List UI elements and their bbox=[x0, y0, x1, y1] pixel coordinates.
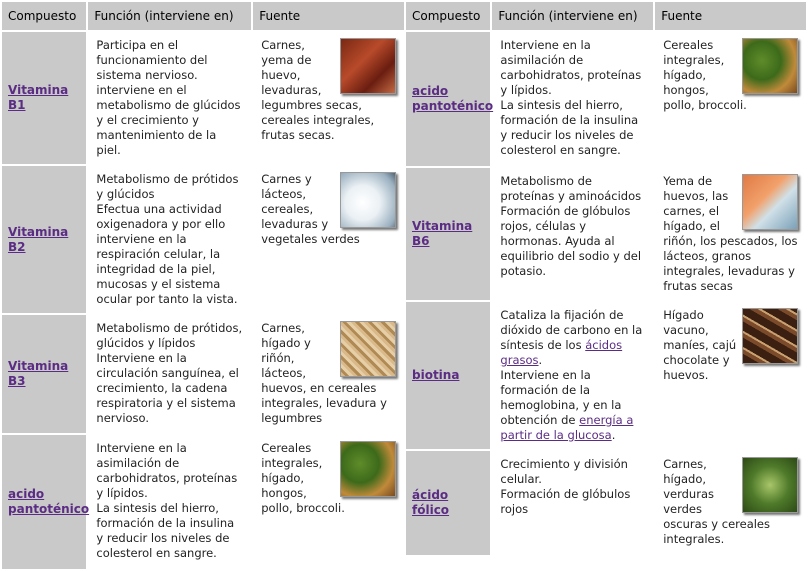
funcion-cell: Interviene en la asimilación de carbohidratos, proteínas y lípidos. La sintesis del hierro, formación de la insulina y reducir los niveles de colesterol en sangre. bbox=[88, 435, 251, 569]
fuente-text: Yema de huevos, las carnes, el hígado, el riñón, los pescados, los lácteos, granos integrales, levaduras y frutas secas bbox=[663, 174, 798, 293]
compuesto-link[interactable]: acido pantoténico bbox=[8, 487, 90, 516]
compuesto-cell bbox=[2, 315, 86, 433]
funcion-cell: Metabolismo de proteínas y aminoácidos Formación de glóbulos rojos, células y hormonas. Ayuda al equilibrio del sodio y del potasio. bbox=[492, 168, 653, 300]
compuesto-cell bbox=[406, 302, 490, 449]
fuente-cell bbox=[655, 32, 806, 166]
fuente-text: Carnes, hígado, verduras verdes oscuras y cereales integrales. bbox=[663, 457, 770, 546]
compuesto-cell bbox=[2, 166, 86, 313]
compuesto-cell bbox=[2, 32, 86, 164]
header-compuesto: Compuesto bbox=[406, 2, 490, 30]
fish-image bbox=[742, 174, 798, 230]
meat-image bbox=[340, 38, 396, 94]
compuesto-cell bbox=[406, 451, 490, 555]
header-funcion: Función (interviene en) bbox=[88, 2, 251, 30]
right-vitamin-table bbox=[404, 0, 808, 557]
compuesto-link[interactable]: biotina bbox=[412, 368, 460, 382]
fuente-text: Carnes y lácteos, cereales, levaduras y vegetales verdes bbox=[261, 172, 360, 246]
table-row bbox=[406, 168, 806, 300]
fuente-cell bbox=[655, 451, 806, 555]
header-row bbox=[2, 2, 404, 30]
chocolate-image bbox=[742, 308, 798, 364]
header-fuente: Fuente bbox=[253, 2, 404, 30]
broccoli-image bbox=[742, 38, 798, 94]
header-fuente: Fuente bbox=[655, 2, 806, 30]
funcion-text: . Interviene en la formación de la hemoglobina, y en la obtención de bbox=[500, 353, 622, 427]
funcion-text: . bbox=[611, 428, 616, 442]
acidos-grasos-link[interactable]: ácidos grasos bbox=[500, 338, 623, 367]
table-row bbox=[406, 302, 806, 449]
compuesto-link[interactable]: Vitamina B6 bbox=[412, 219, 473, 248]
funcion-cell: Participa en el funcionamiento del sistema nervioso. interviene en el metabolismo de glúcidos y el crecimiento y mantenimiento de la piel. bbox=[88, 32, 251, 164]
compuesto-link[interactable]: acido pantoténico bbox=[412, 84, 494, 113]
compuesto-link[interactable]: ácido fólico bbox=[412, 488, 450, 517]
compuesto-cell bbox=[406, 168, 490, 300]
fuente-text: Carnes, hígado y riñón, lácteos, huevos, en cereales integrales, levadura y legumbres bbox=[261, 321, 387, 425]
table-row bbox=[406, 32, 806, 166]
compuesto-link[interactable]: Vitamina B3 bbox=[8, 359, 69, 388]
fuente-cell bbox=[655, 168, 806, 300]
compuesto-link[interactable]: Vitamina B2 bbox=[8, 224, 69, 254]
broccoli-image bbox=[340, 441, 396, 497]
table-row bbox=[2, 315, 404, 433]
header-funcion: Función (interviene en) bbox=[492, 2, 653, 30]
funcion-cell: Metabolismo de prótidos y glúcidos Efectua una actividad oxigenadora y por ello interviene en la respiración celular, la integridad de la piel, mucosas y el sistema ocular por tanto la vista. bbox=[88, 166, 251, 313]
table-row bbox=[406, 451, 806, 555]
table-row bbox=[2, 166, 404, 313]
compuesto-cell bbox=[406, 32, 494, 166]
funcion-text: Cataliza la fijación de dióxido de carbono en la síntesis de los bbox=[500, 308, 643, 352]
header-compuesto: Compuesto bbox=[2, 2, 86, 30]
lettuce-image bbox=[742, 457, 798, 513]
energia-glucosa-link[interactable]: energía a partir de la glucosa bbox=[500, 413, 634, 442]
compuesto-link[interactable]: Vitamina B1 bbox=[8, 83, 69, 112]
grain-image bbox=[340, 321, 396, 377]
funcion-cell: Crecimiento y división celular. Formación de glóbulos rojos bbox=[492, 451, 653, 555]
fuente-cell bbox=[253, 166, 404, 313]
funcion-cell: Metabolismo de prótidos, glúcidos y lípidos Interviene en la circulación sanguínea, el crecimiento, la cadena respiratoria y el sistema nervioso. bbox=[88, 315, 251, 433]
fuente-cell bbox=[253, 315, 404, 433]
fuente-text: Carnes, yema de huevo, levaduras, legumbres secas, cereales integrales, frutas secas. bbox=[261, 38, 375, 142]
fuente-text: Cereales integrales, hígado, hongos, pollo, broccoli. bbox=[261, 441, 345, 515]
funcion-cell bbox=[492, 302, 653, 449]
fuente-text: Hígado vacuno, maníes, cajú chocolate y huevos. bbox=[663, 308, 737, 382]
header-row bbox=[406, 2, 806, 30]
fuente-cell bbox=[253, 32, 404, 164]
milk-image bbox=[340, 172, 396, 228]
funcion-cell: Interviene en la asimilación de carbohidratos, proteínas y lípidos. La sintesis del hierro, formación de la insulina y reducir los niveles de colesterol en sangre. bbox=[492, 32, 653, 166]
table-row bbox=[2, 32, 404, 164]
fuente-cell bbox=[655, 302, 806, 449]
fuente-text: Cereales integrales, hígado, hongos, pollo, broccoli. bbox=[663, 38, 747, 112]
